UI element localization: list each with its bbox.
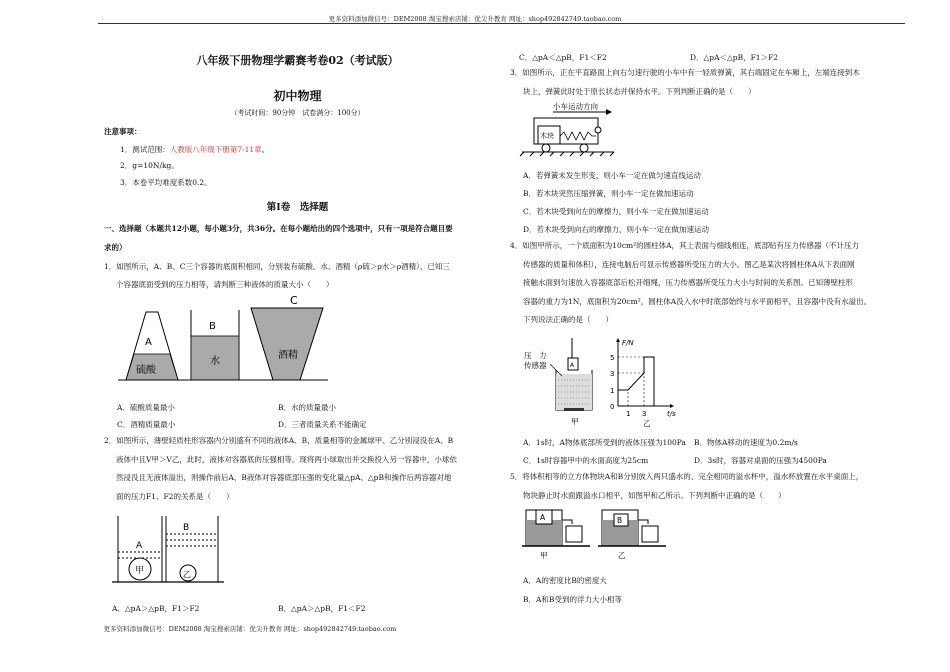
q3-option-d[interactable]: D．若木块受到向右的摩擦力，则小车一定在做加速运动 <box>523 225 710 234</box>
q3-text-2: 块上，弹簧此时处于原长状态并保持水平。下列判断正确的是（ ） <box>523 87 756 96</box>
q1-liquid-a: 硫酸 <box>136 365 156 376</box>
q4-option-c[interactable]: C．1s时容器甲中的水面高度为25cm <box>523 456 649 465</box>
q5-caption-1: 甲 <box>540 551 548 560</box>
q1-option-a[interactable]: A．硫酸质量最小 <box>117 403 175 412</box>
q1-option-c[interactable]: C．酒精质量最小 <box>117 420 176 429</box>
q2-label-a: A <box>136 541 143 551</box>
q3-option-b[interactable]: B．若木块突然压缩弹簧，则小车一定在做加速运动 <box>523 189 694 198</box>
q1-text-2: 个容器底面受到的压力相等，请判断三种液体的质量大小（ ） <box>116 280 334 289</box>
q2-text-1: 2．如图所示，薄壁轻质柱形容器内分别盛有不同的液体A、B，质量相等的金属球甲、乙分别浸没在A、B <box>104 436 454 445</box>
q4-x-tick-1: 1 <box>626 410 631 418</box>
q1-liquid-b: 水 <box>210 356 220 367</box>
q4-text-5: 下列说法正确的是（ ） <box>523 315 613 324</box>
exam-time-info: （考试时间：90分钟 试卷满分：100分） <box>230 109 365 117</box>
note-1 <box>120 144 269 155</box>
q2-option-a[interactable]: A．△pA＞△pB，F1＞F2 <box>112 604 200 613</box>
q5-figure-overflow-cups <box>520 506 670 560</box>
q1-text-1: 1．如图所示，A、B、C三个容器的底面积相同，分别装有硫酸、水、酒精（ρ硫＞ρ水＞ρ酒精），已知三 <box>104 262 450 271</box>
note-1-prefix: 1．测试范围： <box>120 145 170 154</box>
q4-block-label: A <box>570 362 575 369</box>
q5-block-a: A <box>540 513 546 522</box>
section-1-instr-2: 求的） <box>104 243 127 252</box>
q4-y-tick-5: 5 <box>610 354 615 362</box>
q4-sensor-label-2: 传感器 <box>524 361 547 370</box>
q4-option-d[interactable]: D．3s时，容器对桌面的压强为4500Pa <box>694 456 827 465</box>
q4-x-tick-3: 3 <box>642 410 647 418</box>
q3-direction-label: 小车运动方向 <box>553 102 598 111</box>
q2-text-3: 然浸没且无液体溢出，则操作前后A、B液体对容器底部压强的变化量△pA、△pB和操作后两容器对地 <box>116 473 452 482</box>
q4-y-tick-1: 1 <box>610 387 615 395</box>
footer-promo-text: 更多资料添加微信号：DEM2008 淘宝搜索店铺：优尖升教育 网址：shop492842749.taobao.com <box>103 625 397 633</box>
q4-text-3: 接触水面到匀速放入容器底部后松开细绳，压力传感器所受压力大小与时间的关系图。已知薄壁柱形 <box>523 278 853 287</box>
note-1-range: 人教版八年级下册第7-11章 <box>169 145 262 154</box>
note-2: 2．g=10N/kg。 <box>120 161 179 170</box>
q2-figure-containers <box>110 512 230 588</box>
q4-sensor-label-1: 压 力 <box>524 351 547 360</box>
q5-text-1: 5．将体积相等的立方体物块A和B分别放入两只盛水的、完全相同的溢水杯中，溢水杯放置在水平桌面上， <box>510 472 864 481</box>
section-1-title: 第Ⅰ卷 选择题 <box>266 202 329 213</box>
q4-figure <box>522 336 682 428</box>
q4-text-4: 容器的重力为1N，底面积为20cm²，圆柱体A没入水中时底部始终与水平面相平，且容器中没有水溢出。 <box>523 297 872 306</box>
q4-y-tick-0: 0 <box>610 403 615 411</box>
q2-label-b: B <box>183 523 190 533</box>
q1-option-b[interactable]: B．水的质量最小 <box>278 403 337 412</box>
q1-option-d[interactable]: D．三者质量关系不能确定 <box>278 420 367 429</box>
q5-block-b: B <box>617 516 623 525</box>
notes-heading: 注意事项： <box>104 127 142 136</box>
section-1-instr-1: 一、选择题（本题共12小题，每小题3分，共36分。在每小题给出的四个选项中，只有一项是符合题目要 <box>104 224 453 233</box>
header-promo-text: 更多资料添加微信号：DEM2008 淘宝搜索店铺：优尖升教育 网址：shop492842749.taobao.com <box>328 15 622 23</box>
header-rule <box>98 23 905 24</box>
q1-label-a: A <box>145 337 152 348</box>
q4-option-b[interactable]: B．物体A移动的速度为0.2m/s <box>694 438 798 447</box>
q2-option-d[interactable]: D．△pA＜△pB，F1＞F2 <box>690 53 779 62</box>
q4-x-axis-label: t/s <box>667 410 676 418</box>
q1-figure-containers <box>118 292 328 387</box>
q2-text-4: 面的压力F1、F2的关系是（ ） <box>116 492 234 501</box>
q5-text-2: 物块静止时水面跟溢水口相平，如图甲和乙所示。下列判断中正确的是（ ） <box>523 491 786 500</box>
q4-caption-1: 甲 <box>571 417 579 426</box>
note-3: 3．本卷平均难度系数0.2。 <box>120 178 212 187</box>
q4-option-a[interactable]: A．1s时，A物体底部所受到的液体压强为100Pa <box>523 438 686 447</box>
q2-ball-2: 乙 <box>183 570 191 579</box>
q5-caption-2: 乙 <box>618 551 626 560</box>
q3-text-1: 3．如图所示，正在平直路面上向右匀速行驶的小车中有一轻质弹簧，其右端固定在车厢上，左端连接到木 <box>510 68 860 77</box>
q4-caption-2: 乙 <box>643 419 651 428</box>
q4-text-2: 传感器的质量和体积），连接电脑后可显示传感器所受压力的大小。图乙是某次将圆柱体A从下表面刚 <box>523 260 855 269</box>
q1-label-c: C <box>290 294 298 307</box>
q1-liquid-c: 酒精 <box>278 350 298 361</box>
q2-option-c[interactable]: C．△pA＜△pB，F1＜F2 <box>519 53 607 62</box>
q5-option-a[interactable]: A．A的密度比B的密度大 <box>523 576 607 585</box>
exam-subtitle: 初中物理 <box>273 89 322 103</box>
q2-text-2: 液体中且V甲＞V乙，此时，液体对容器底的压强相等。现将两小球取出并交换投入另一容器中，小球依 <box>116 455 457 464</box>
q3-option-c[interactable]: C．若木块受到向左的摩擦力，则小车一定在做加速运动 <box>523 207 709 216</box>
q4-text-1: 4．如图甲所示，一个底面积为10cm²的圆柱体A，其上表面与细线相连，底部贴有压力传感器（不计压力 <box>510 241 860 250</box>
q2-ball-1: 甲 <box>135 566 145 576</box>
q2-option-b[interactable]: B．△pA＞△pB，F1＜F2 <box>278 604 366 613</box>
q3-option-a[interactable]: A．若弹簧未发生形变，则小车一定在做匀速直线运动 <box>523 171 701 180</box>
q4-y-tick-3: 3 <box>610 370 615 378</box>
q1-label-b: B <box>209 321 216 332</box>
exam-title: 八年级下册物理学霸赛考卷02（考试版） <box>196 54 399 67</box>
note-1-suffix: 。 <box>261 145 270 154</box>
q3-block-label: 木块 <box>540 132 554 140</box>
q3-figure-cart <box>518 100 618 158</box>
q5-option-b[interactable]: B．A和B受到的浮力大小相等 <box>523 595 622 604</box>
q4-y-axis-label: F/N <box>622 339 634 347</box>
